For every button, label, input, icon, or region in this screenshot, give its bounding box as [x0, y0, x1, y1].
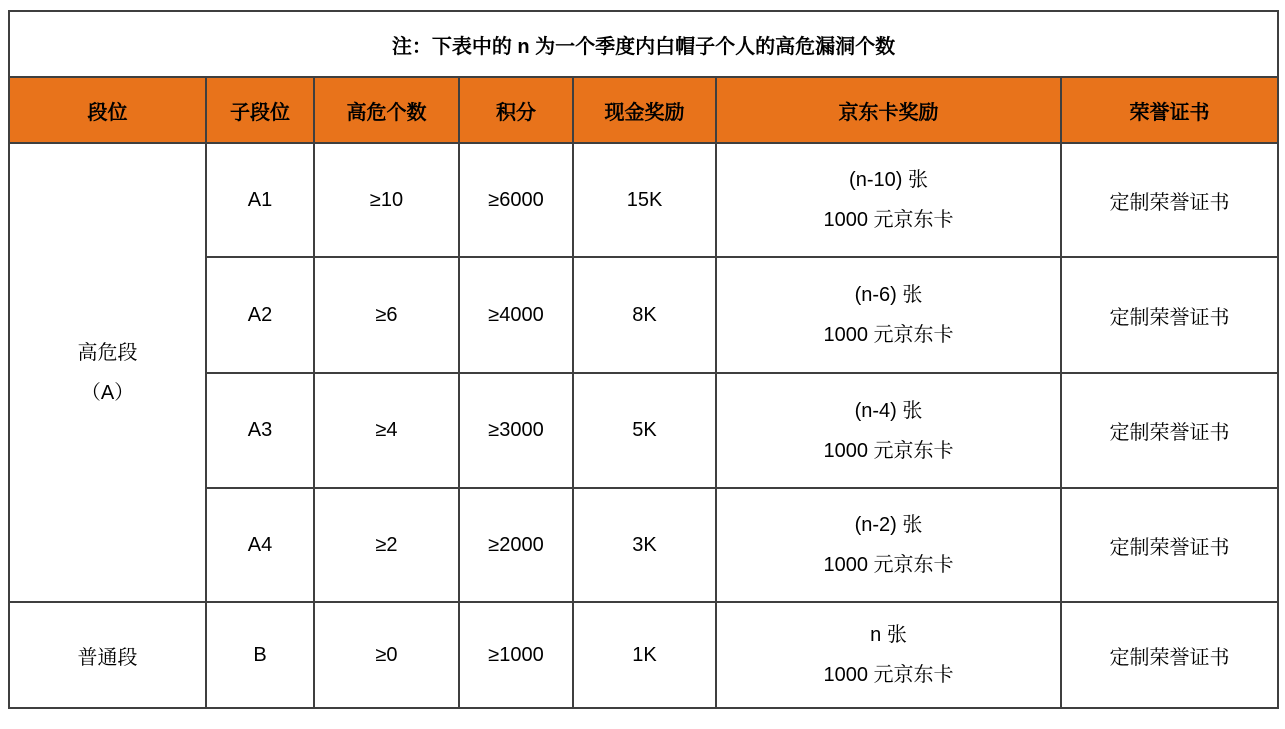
table-row-a1	[9, 143, 1278, 257]
reward-table	[8, 10, 1279, 709]
cell-high-risk-count: ≥6	[314, 257, 459, 373]
cell-cash-reward: 3K	[573, 488, 716, 602]
rank-letter: （A）	[80, 381, 135, 404]
cell-high-risk-count: ≥2	[314, 488, 459, 602]
rank-cell-normal: 普通段	[9, 602, 206, 708]
cell-sub-rank: A1	[206, 143, 314, 257]
header-sub-rank: 子段位	[206, 77, 314, 143]
header-score: 积分	[459, 77, 573, 143]
cell-honor-cert: 定制荣誉证书	[1061, 488, 1278, 602]
cell-cash-reward: 1K	[573, 602, 716, 708]
cell-sub-rank: A4	[206, 488, 314, 602]
cell-jd-card-reward	[716, 257, 1061, 373]
jd-card-line2: 1000 元京东卡	[823, 554, 954, 576]
cell-honor-cert: 定制荣誉证书	[1061, 143, 1278, 257]
cell-jd-card-reward	[716, 143, 1061, 257]
cell-honor-cert: 定制荣誉证书	[1061, 373, 1278, 488]
header-row	[9, 77, 1278, 143]
cell-jd-card-reward	[716, 602, 1061, 708]
cell-score: ≥3000	[459, 373, 573, 488]
note-text: 注：下表中的 n 为一个季度内白帽子个人的高危漏洞个数	[9, 11, 1278, 77]
cell-high-risk-count: ≥10	[314, 143, 459, 257]
jd-card-line1: (n-2) 张	[854, 514, 923, 536]
jd-card-line1: n 张	[870, 624, 907, 646]
cell-score: ≥4000	[459, 257, 573, 373]
cell-cash-reward: 5K	[573, 373, 716, 488]
cell-sub-rank: B	[206, 602, 314, 708]
cell-cash-reward: 8K	[573, 257, 716, 373]
cell-honor-cert: 定制荣誉证书	[1061, 257, 1278, 373]
header-high-risk-count: 高危个数	[314, 77, 459, 143]
jd-card-line1: (n-10) 张	[849, 169, 928, 191]
cell-jd-card-reward	[716, 373, 1061, 488]
cell-score: ≥6000	[459, 143, 573, 257]
cell-sub-rank: A2	[206, 257, 314, 373]
rank-cell-high-risk	[9, 143, 206, 602]
cell-honor-cert: 定制荣誉证书	[1061, 602, 1278, 708]
jd-card-line1: (n-6) 张	[854, 284, 923, 306]
jd-card-line2: 1000 元京东卡	[823, 664, 954, 686]
table-row-b	[9, 602, 1278, 708]
note-row	[9, 11, 1278, 77]
cell-sub-rank: A3	[206, 373, 314, 488]
jd-card-line2: 1000 元京东卡	[823, 324, 954, 346]
cell-high-risk-count: ≥0	[314, 602, 459, 708]
cell-cash-reward: 15K	[573, 143, 716, 257]
header-jd-card-reward: 京东卡奖励	[716, 77, 1061, 143]
cell-score: ≥1000	[459, 602, 573, 708]
rank-name: 高危段	[77, 341, 138, 364]
jd-card-line1: (n-4) 张	[854, 399, 923, 422]
cell-score: ≥2000	[459, 488, 573, 602]
jd-card-line2: 1000 元京东卡	[823, 439, 954, 462]
header-honor-cert: 荣誉证书	[1061, 77, 1278, 143]
jd-card-line2: 1000 元京东卡	[823, 209, 954, 231]
cell-high-risk-count: ≥4	[314, 373, 459, 488]
cell-jd-card-reward	[716, 488, 1061, 602]
header-rank: 段位	[9, 77, 206, 143]
header-cash-reward: 现金奖励	[573, 77, 716, 143]
